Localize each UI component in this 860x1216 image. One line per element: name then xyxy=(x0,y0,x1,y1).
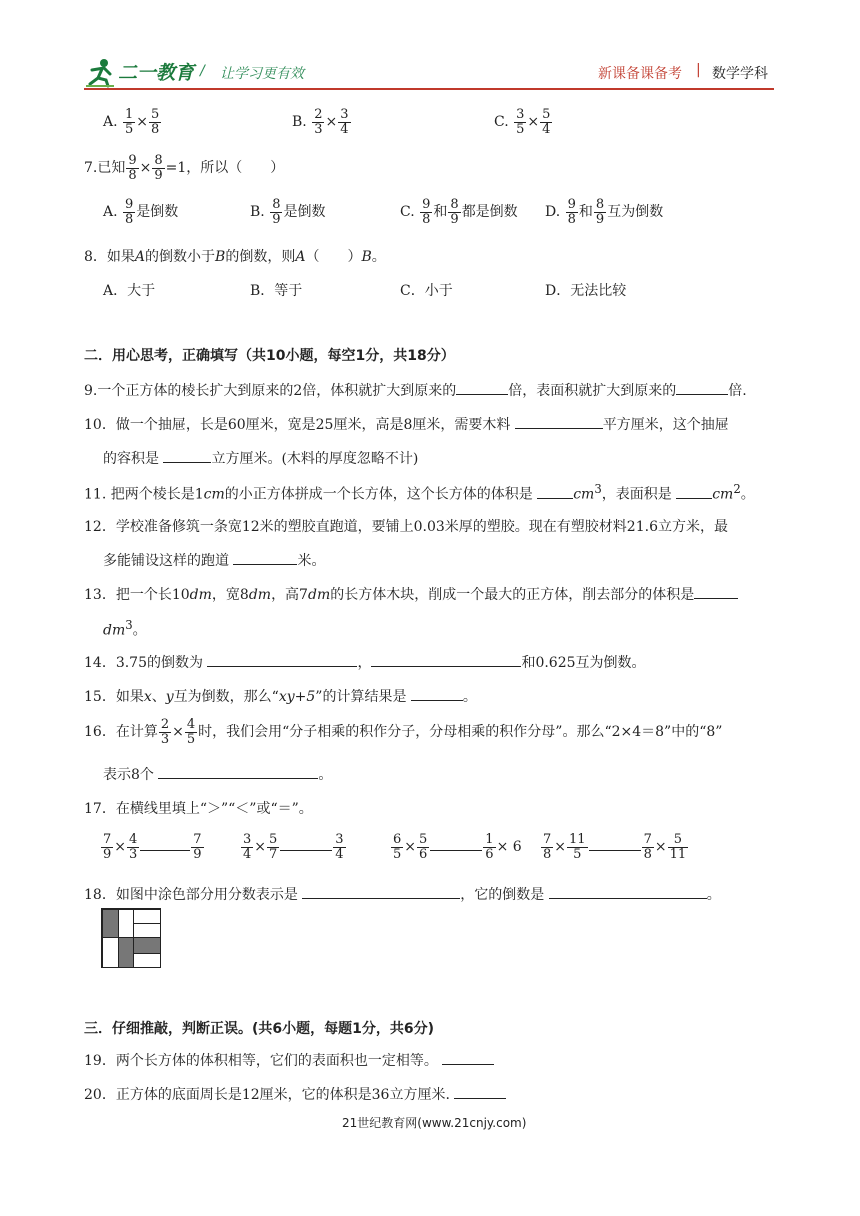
q11-blank-2[interactable] xyxy=(676,484,712,499)
q16-blank[interactable] xyxy=(158,764,318,779)
logo xyxy=(84,56,210,90)
q9-blank-2[interactable] xyxy=(676,380,728,395)
q7-option-c: C. $\frac{9}{8}$ 和 $\frac{8}{9}$ 都是倒数 xyxy=(400,197,518,227)
q15-blank[interactable] xyxy=(411,686,463,701)
q18-blank-1[interactable] xyxy=(302,884,460,899)
question-7: 7.已知 $\frac{9}{8}$ × $\frac{8}{9}$ =1，所以（ ） xyxy=(84,153,285,183)
empty-cell xyxy=(118,909,134,938)
question-16: 16．在计算 $\frac{2}{3}$ × $\frac{4}{5}$ 时，我们会用“分子相乘的积作分子，分母相乘的积作分母”。那么“2×4＝8”中的“8” xyxy=(84,717,723,747)
q8-option-c: C．小于 xyxy=(400,283,453,299)
q6-option-c: C. $\frac{3}{5}$ × $\frac{5}{4}$ xyxy=(494,107,551,137)
q14-blank-1[interactable] xyxy=(207,652,357,667)
question-10-cont: 的容积是 立方厘米。(木料的厚度忽略不计) xyxy=(103,448,418,468)
q12-blank[interactable] xyxy=(233,550,297,565)
question-10: 10．做一个抽屉，长是60厘米，宽是25厘米，高是8厘米，需要木料 平方厘米，这个抽屉 xyxy=(84,414,729,434)
shaded-cell xyxy=(133,937,161,954)
section-3-heading: 三．仔细推敲，判断正误。(共6小题，每题1分，共6分) xyxy=(84,1021,435,1037)
question-14: 14．3.75的倒数为 ， 和0.625互为倒数。 xyxy=(84,652,646,672)
question-20: 20．正方体的底面周长是12厘米，它的体积是36立方厘米. xyxy=(84,1084,506,1104)
q8-option-a: A．大于 xyxy=(103,283,156,299)
q17-blank-4[interactable] xyxy=(589,830,641,851)
q17-blank-3[interactable] xyxy=(430,830,482,851)
header-rule xyxy=(84,88,774,90)
logo-text: 二一教育 xyxy=(118,62,195,84)
q6-option-b: B. $\frac{2}{3}$ × $\frac{3}{4}$ xyxy=(292,107,349,137)
question-17: 17．在横线里填上“＞”“＜”或“＝”。 xyxy=(84,801,313,817)
q17-blank-1[interactable] xyxy=(140,830,190,851)
q7-option-d: D. $\frac{9}{8}$ 和 $\frac{8}{9}$ 互为倒数 xyxy=(545,197,664,227)
q17-item-4: $\frac{7}{8}$ × $\frac{11}{5}$ $\frac{7}{8}$ × $\frac{5}{11}$ xyxy=(543,831,687,862)
header-slogan: 让学习更有效 xyxy=(220,66,304,82)
q10-blank-1[interactable] xyxy=(515,414,603,429)
q6-option-a: A. $\frac{1}{5}$ × $\frac{5}{8}$ xyxy=(103,107,160,137)
q13-blank[interactable] xyxy=(694,584,738,599)
q17-blank-2[interactable] xyxy=(280,830,332,851)
q8-option-b: B．等于 xyxy=(250,283,303,299)
question-15: 15．如果x、y互为倒数，那么“xy+5”的计算结果是 。 xyxy=(84,686,477,706)
q7-option-b: B. $\frac{8}{9}$ 是倒数 xyxy=(250,197,326,227)
q17-item-2: $\frac{3}{4}$ × $\frac{5}{7}$ $\frac{3}{4}$ xyxy=(243,831,344,862)
q14-blank-2[interactable] xyxy=(371,652,521,667)
q17-item-1: $\frac{7}{9}$ × $\frac{4}{3}$ $\frac{7}{9}$ xyxy=(103,831,202,862)
q20-blank[interactable] xyxy=(454,1084,506,1099)
shaded-cell xyxy=(118,937,134,968)
header-separator: | xyxy=(696,62,701,78)
header-subject: 数学学科 xyxy=(712,66,768,82)
question-13-cont: $dm^3$。 xyxy=(103,618,147,639)
page-footer: 21世纪教育网(www.21cnjy.com) xyxy=(342,1116,527,1130)
question-19: 19．两个长方体的体积相等，它们的表面积也一定相等。 xyxy=(84,1050,494,1070)
question-13: 13．把一个长10dm，宽8dm，高7dm的长方体木块，削成一个最大的正方体，削去部分的体积是 xyxy=(84,584,738,604)
q8-option-d: D．无法比较 xyxy=(545,283,627,299)
q17-item-3: $\frac{6}{5}$ × $\frac{5}{6}$ $\frac{1}{6}$ × 6 xyxy=(393,831,522,862)
q9-blank-1[interactable] xyxy=(456,380,508,395)
section-2-heading: 二．用心思考，正确填写（共10小题，每空1分，共18分） xyxy=(84,348,455,364)
q10-blank-2[interactable] xyxy=(163,448,211,463)
empty-cell xyxy=(133,909,161,924)
question-8: 8．如果A的倒数小于B的倒数，则A（ ）B。 xyxy=(84,249,386,265)
question-9: 9.一个正方体的棱长扩大到原来的2倍，体积就扩大到原来的 倍，表面积就扩大到原来的 倍. xyxy=(84,380,747,400)
question-12: 12．学校准备修筑一条宽12米的塑胶直跑道，要铺上0.03米厚的塑胶。现在有塑胶材料21.6立方米，最 xyxy=(84,519,728,535)
question-11: 11. 把两个棱长是1cm的小正方体拼成一个长方体，这个长方体的体积是 $cm^3$，表面积是 $cm^2$。 xyxy=(84,482,755,503)
shaded-cell xyxy=(102,909,119,938)
q7-option-a: A. $\frac{9}{8}$ 是倒数 xyxy=(103,197,179,227)
empty-cell xyxy=(102,937,119,968)
question-16-cont: 表示8个 。 xyxy=(103,764,332,784)
empty-cell xyxy=(133,923,161,938)
empty-cell xyxy=(133,953,161,968)
question-12-cont: 多能铺设这样的跑道 米。 xyxy=(103,550,325,570)
q11-blank-1[interactable] xyxy=(537,484,573,499)
question-18: 18．如图中涂色部分用分数表示是 ，它的倒数是 。 xyxy=(84,884,721,904)
runner-logo-icon xyxy=(84,58,118,88)
slogan-slash: / xyxy=(200,63,205,79)
shaded-fraction-figure xyxy=(101,908,161,968)
q19-blank[interactable] xyxy=(442,1050,494,1065)
header-tagline: 新课备课备考 xyxy=(598,66,682,82)
q18-blank-2[interactable] xyxy=(549,884,707,899)
